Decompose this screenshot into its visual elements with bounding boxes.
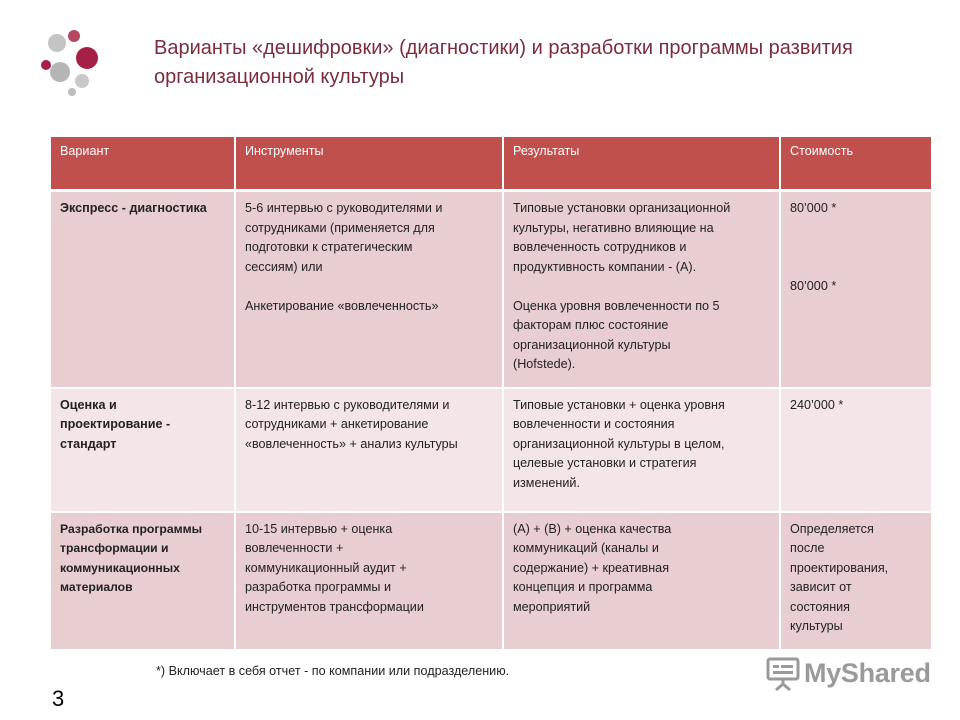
cost-value: 240’000 * <box>790 397 844 412</box>
header-cost: Стоимость <box>780 137 932 191</box>
text-line: Оценка уровня вовлеченности по 5 <box>513 298 720 313</box>
text-line: 10-15 интервью + оценка <box>245 521 393 536</box>
text-line: подготовки к стратегическим <box>245 240 413 254</box>
text-line: организационной культуры в целом, <box>513 436 725 451</box>
variant-line: стандарт <box>60 436 117 451</box>
title-line-2: организационной культуры <box>154 66 405 88</box>
text-line: организационной культуры <box>513 337 671 352</box>
cost-line: культуры <box>790 619 843 633</box>
text-line: культуры, негативно влияющие на <box>513 220 714 235</box>
cost-value: 80’000 * <box>790 278 837 293</box>
text-line: сессиям) или <box>245 259 323 274</box>
variant-line: трансформации и <box>60 541 169 555</box>
variant-line: коммуникационных <box>60 560 180 575</box>
text-line: 8-12 интервью с руководителями и <box>245 397 450 412</box>
cell-tools <box>235 512 503 650</box>
cell-variant <box>51 191 235 388</box>
cell-variant <box>51 388 235 512</box>
text-line: факторам плюс состояние <box>513 318 669 332</box>
title-line-1: Варианты «дешифровки» (диагностики) и разработки программы развития <box>154 37 853 59</box>
text-line: «вовлеченность» + анализ культуры <box>245 436 458 451</box>
cell-cost <box>780 191 932 388</box>
variant-line: проектирование - <box>60 417 171 431</box>
header-tools: Инструменты <box>235 137 503 191</box>
cell-tools <box>235 388 503 512</box>
header-results: Результаты <box>503 137 780 191</box>
text-line: Типовые установки организационной <box>513 201 731 215</box>
cell-results <box>503 512 780 650</box>
text-line: мероприятий <box>513 599 591 614</box>
presentation-board-icon <box>766 656 800 692</box>
cost-line: проектирования, <box>790 560 889 575</box>
text-line: продуктивность компании - (А). <box>513 259 697 274</box>
text-line: вовлеченности + <box>245 541 344 555</box>
cell-cost <box>780 512 932 650</box>
cost-value: 80’000 * <box>790 201 837 215</box>
text-line: инструментов трансформации <box>245 599 424 614</box>
text-line: 5-6 интервью с руководителями и <box>245 201 443 215</box>
dots-logo-icon <box>34 28 104 100</box>
text-line: содержание) + креативная <box>513 560 670 575</box>
cost-line: Определяется <box>790 521 874 536</box>
cell-results <box>503 191 780 388</box>
text-line: коммуникационный аудит + <box>245 560 407 575</box>
watermark <box>766 654 936 694</box>
text-line: коммуникаций (каналы и <box>513 541 659 555</box>
table-row <box>51 388 932 512</box>
variant-line: Разработка программы <box>60 521 203 536</box>
cell-tools <box>235 191 503 388</box>
table-row <box>51 191 932 388</box>
text-line: вовлеченности и состояния <box>513 417 675 431</box>
footnote: *) Включает в себя отчет - по компании или подразделению. <box>156 664 510 678</box>
variant-name: Экспресс - диагностика <box>60 201 207 215</box>
page-title <box>154 34 944 92</box>
table-header-row <box>51 137 932 191</box>
cell-cost <box>780 388 932 512</box>
options-table <box>51 137 933 651</box>
text-line: целевые установки и стратегия <box>513 456 697 470</box>
table-row <box>51 512 932 650</box>
text-line: сотрудниками (применяется для <box>245 220 435 235</box>
cost-line: состояния <box>790 599 850 614</box>
text-line: Анкетирование «вовлеченность» <box>245 298 439 313</box>
watermark-text: MyShared <box>804 658 931 688</box>
text-line: разработка программы и <box>245 580 391 594</box>
variant-line: Оценка и <box>60 397 117 412</box>
cell-results <box>503 388 780 512</box>
text-line: Типовые установки + оценка уровня <box>513 397 725 412</box>
text-line: концепция и программа <box>513 580 653 594</box>
cost-line: зависит от <box>790 580 852 594</box>
text-line: (Hofstede). <box>513 357 576 371</box>
text-line: изменений. <box>513 475 580 490</box>
variant-line: материалов <box>60 580 133 594</box>
cost-line: после <box>790 541 825 555</box>
text-line: (А) + (В) + оценка качества <box>513 521 672 536</box>
page-number: 3 <box>52 686 65 711</box>
cell-variant <box>51 512 235 650</box>
text-line: вовлеченность сотрудников и <box>513 240 687 254</box>
text-line: сотрудниками + анкетирование <box>245 417 429 431</box>
header-variant: Вариант <box>51 137 235 191</box>
